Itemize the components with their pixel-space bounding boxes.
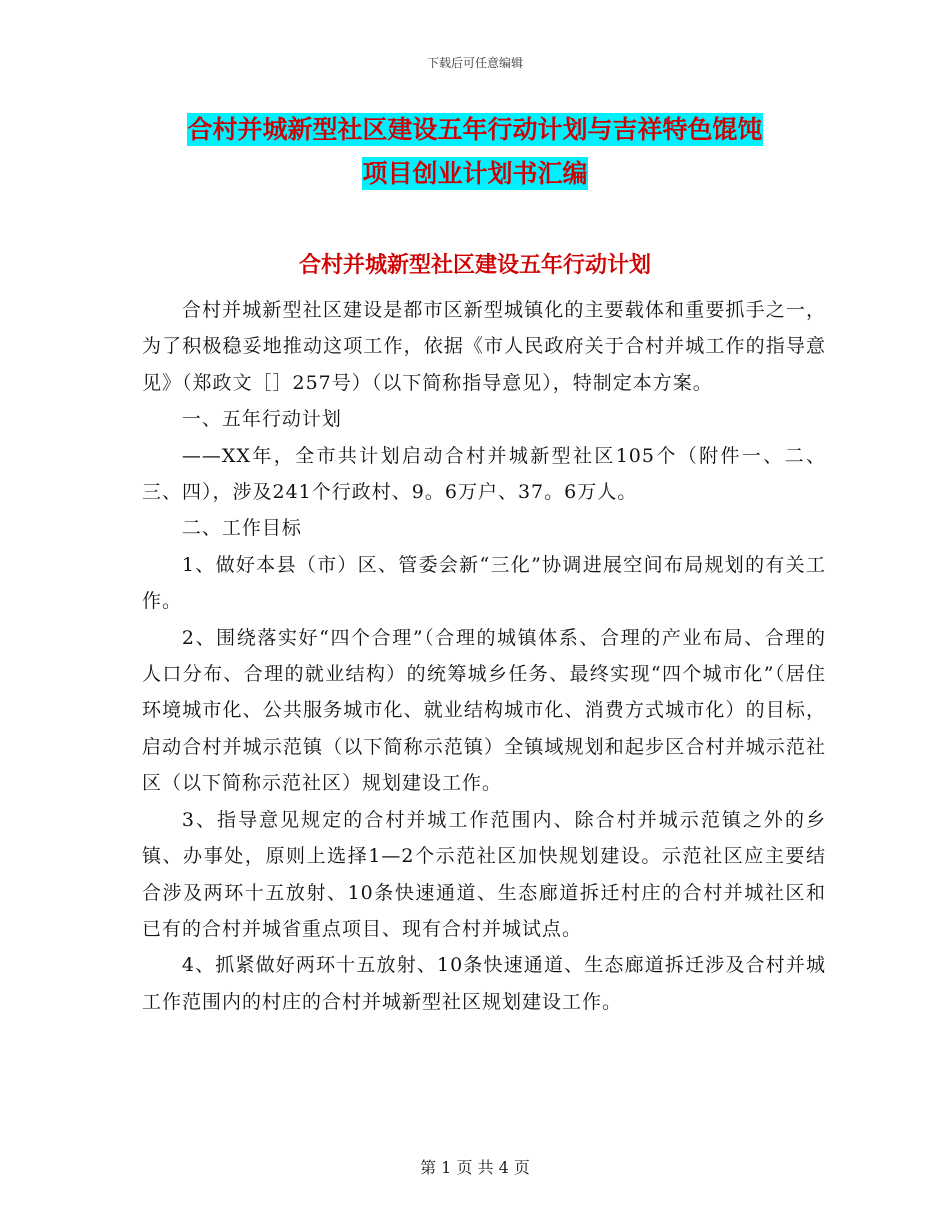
page-footer: 第 1 页 共 4 页 — [420, 1158, 530, 1177]
heading-five-year-plan: 一、五年行动计划 — [181, 408, 342, 431]
paragraph-plan-detail: ——XX年，全市共计划启动合村并城新型社区105个（附件一、二、三、四），涉及241个行政村、9。6万户、37。6万人。 — [142, 444, 826, 504]
document-title-line-1 — [0, 113, 950, 147]
paragraph-goal-3: 3、指导意见规定的合村并城工作范围内、除合村并城示范镇之外的乡镇、办事处，原则上选择1—2个示范社区加快规划建设。示范社区应主要结合涉及两环十五放射、10条快速通道、生态廊道拆迁村庄的合村并城社区和已有的合村并城省重点项目、现有合村并城试点。 — [142, 808, 826, 940]
paragraph-goal-4: 4、抓紧做好两环十五放射、10条快速通道、生态廊道拆迁涉及合村并城工作范围内的村庄的合村并城新型社区规划建设工作。 — [142, 954, 826, 1013]
paragraph-goal-2: 2、围绕落实好“四个合理”（合理的城镇体系、合理的产业布局、合理的人口分布、合理的就业结构）的统筹城乡任务、最终实现“四个城市化”（居住环境城市化、公共服务城市化、就业结构城市化、消费方式城市化）的目标，启动合村并城示范镇（以下简称示范镇）全镇域规划和起步区合村并城示范社区（以下简称示范社区）规划建设工作。 — [142, 626, 826, 795]
paragraph-goal-1: 1、做好本县（市）区、管委会新“三化”协调进展空间布局规划的有关工作。 — [142, 553, 826, 613]
paragraph-intro: 合村并城新型社区建设是都市区新型城镇化的主要载体和重要抓手之一，为了积极稳妥地推动这项工作，依据《市人民政府关于合村并城工作的指导意见》（郑政文［］257号）（以下简称指导意见），特制定本方案。 — [142, 299, 826, 394]
document-title-line-2-text: 项目创业计划书汇编 — [362, 159, 588, 188]
document-title-line-1-text: 合村并城新型社区建设五年行动计划与吉祥特色馄饨 — [187, 115, 763, 144]
header-note: 下载后可任意编辑 — [426, 56, 523, 70]
section-title: 合村并城新型社区建设五年行动计划 — [298, 253, 651, 278]
document-title-line-2 — [0, 157, 950, 191]
body-text — [142, 292, 826, 1020]
heading-work-goals: 二、工作目标 — [181, 517, 302, 540]
